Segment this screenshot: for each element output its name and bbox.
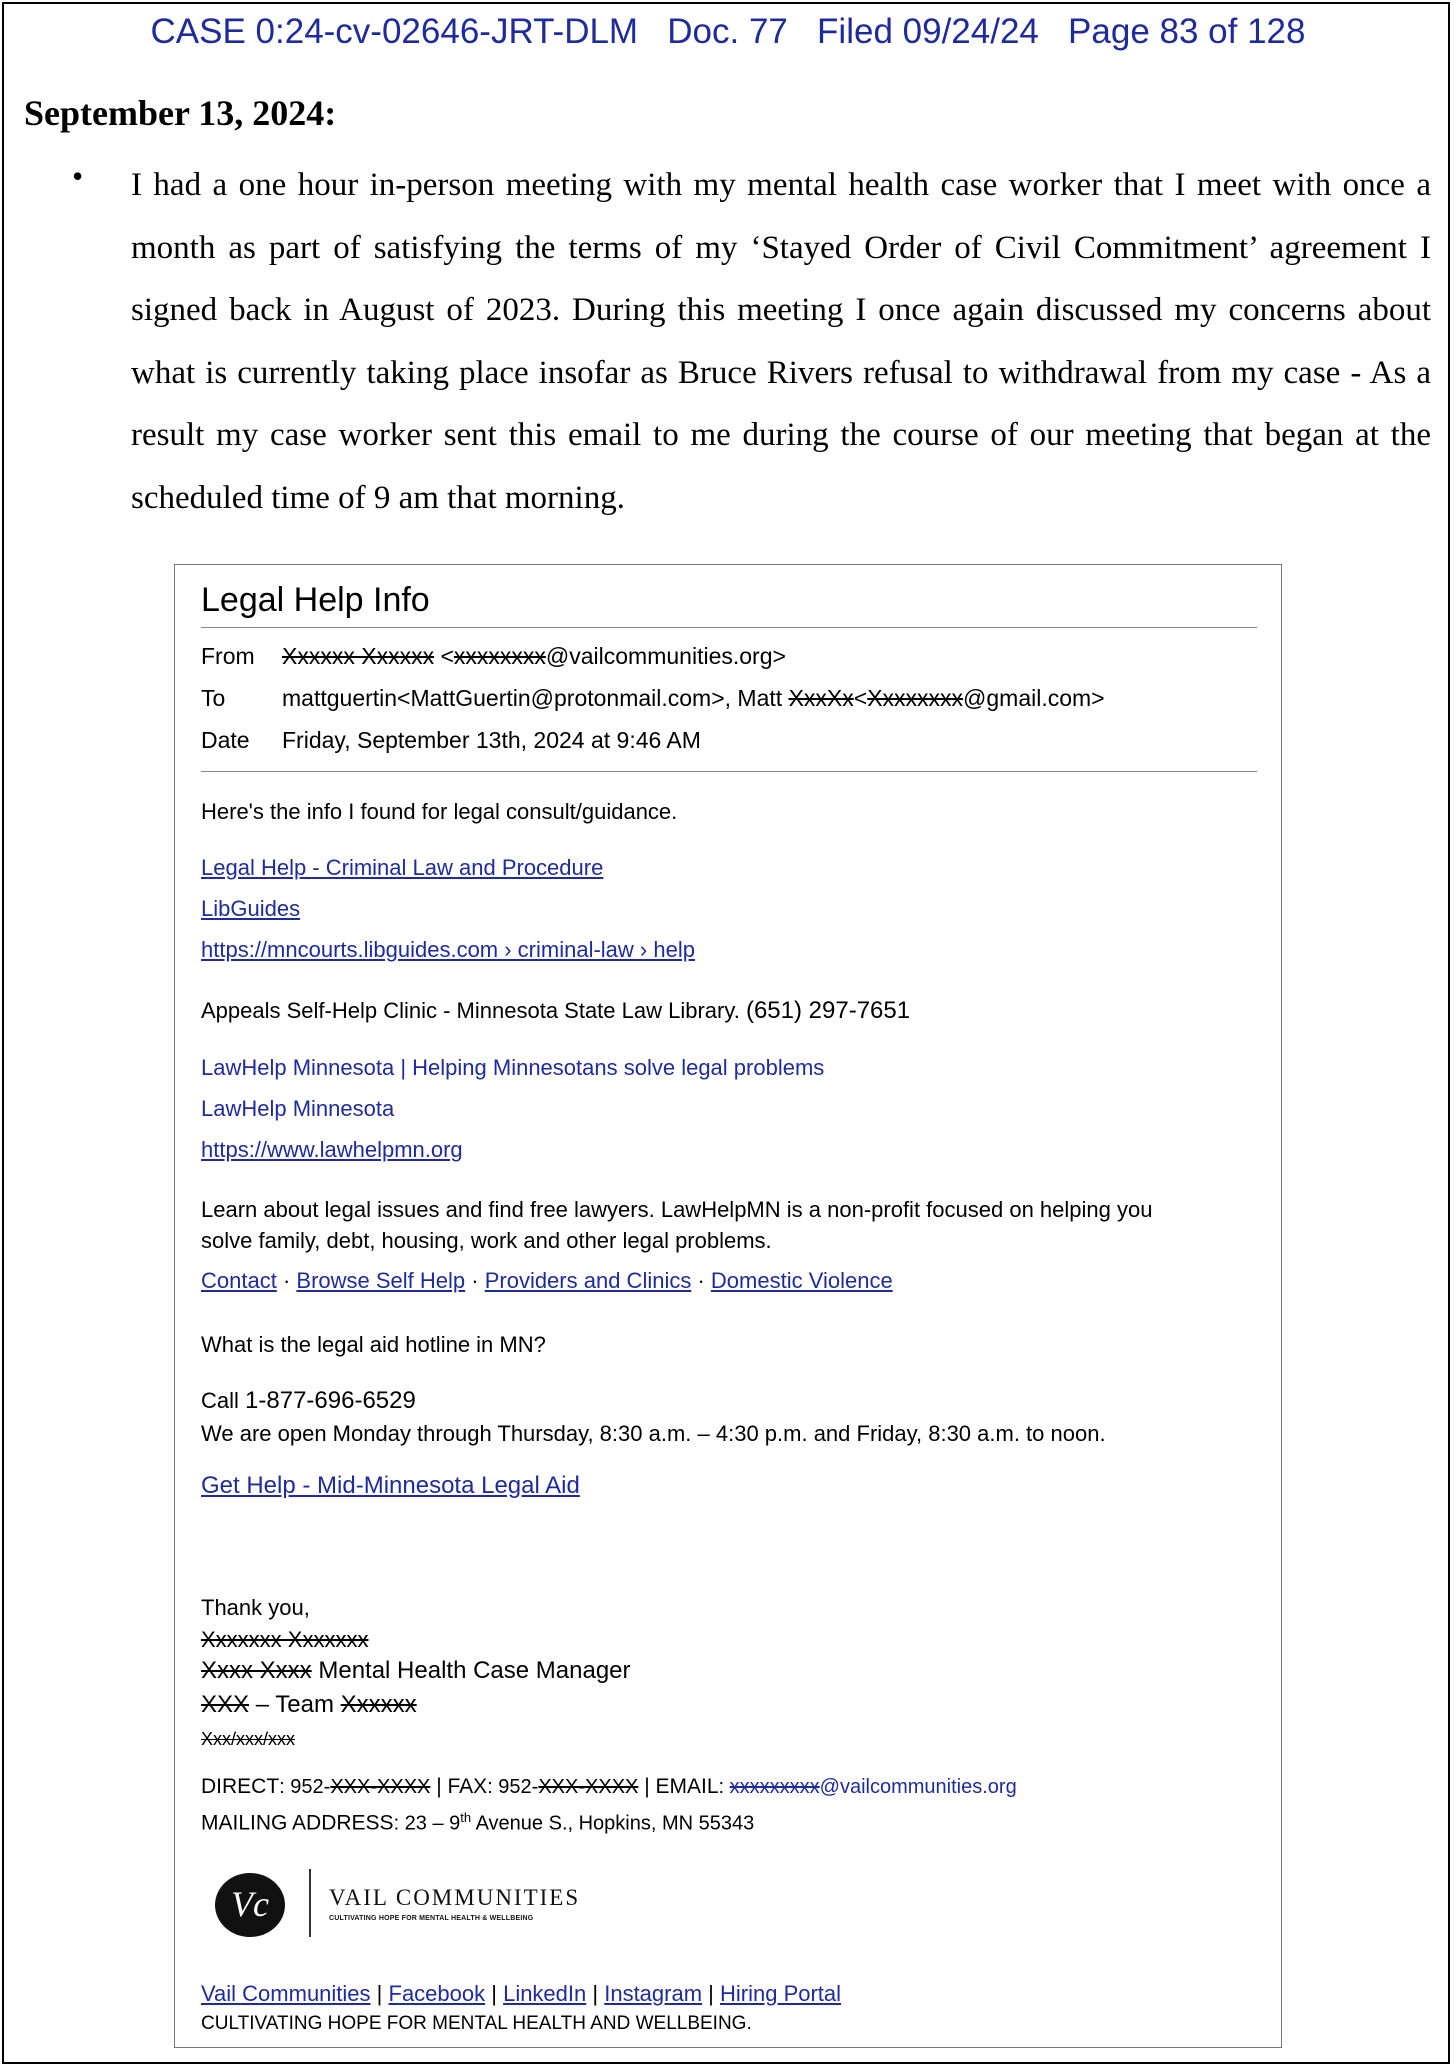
logo-tagline: CULTIVATING HOPE FOR MENTAL HEALTH & WELLBEING (329, 1915, 534, 1922)
link-providers-clinics[interactable]: Providers and Clinics (484, 1268, 692, 1293)
link-instagram[interactable]: Instagram (604, 1981, 703, 2006)
divider (201, 771, 1257, 772)
link-get-help[interactable]: Get Help - Mid-Minnesota Legal Aid (201, 1472, 580, 1499)
link-vail-communities[interactable]: Vail Communities (201, 1981, 371, 2006)
learn-line-1: Learn about legal issues and find free lawyers. LawHelpMN is a non-profit focused on helping you (201, 1197, 1153, 1222)
body-paragraph: I had a one hour in-person meeting with my mental health case worker that I meet with once a month as part of satisfying the terms of my ‘Stayed Order of Civil Commitment’ agreement I signed back in August of 2023. During this meeting I once again discussed my concerns about what is currently taking place insofar as Bruce Rivers refusal to withdrawal from my case - As a result my case worker sent this email to me during the course of our meeting that began at the scheduled time of 9 am that morning. (131, 167, 1431, 516)
hotline-question: What is the legal aid hotline in MN? (201, 1332, 546, 1357)
from-label: From (201, 643, 255, 669)
date-heading: September 13, 2024: (24, 93, 337, 133)
link-libguides-url[interactable]: https://mncourts.libguides.com › criminal-law › help (201, 937, 695, 962)
footer-links: Vail Communities | Facebook | LinkedIn | Instagram | Hiring Portal (201, 1981, 842, 2006)
to-label: To (201, 685, 226, 711)
link-hiring-portal[interactable]: Hiring Portal (720, 1981, 842, 2006)
link-legal-help[interactable]: Legal Help - Criminal Law and Procedure (201, 855, 604, 880)
sig-name: Xxxxxxx Xxxxxxx (201, 1627, 369, 1652)
link-domestic-violence[interactable]: Domestic Violence (710, 1268, 893, 1293)
intro-text: Here's the info I found for legal consult/guidance. (201, 799, 678, 824)
call-line: Call 1-877-696-6529 (201, 1387, 416, 1414)
bullet-icon: • (72, 158, 84, 194)
from-name: Xxxxxx Xxxxxx (282, 643, 435, 669)
mailing-line: MAILING ADDRESS: 23 – 9th Avenue S., Hopkins, MN 55343 (201, 1810, 755, 1835)
email-link-domain[interactable]: @vailcommunities.org (819, 1776, 1017, 1798)
thanks-text: Thank you, (201, 1595, 310, 1620)
link-lawhelp-title[interactable]: LawHelp Minnesota | Helping Minnesotans solve legal problems (201, 1055, 825, 1080)
email-link-user[interactable]: xxxxxxxxx (729, 1776, 820, 1798)
date-value: Friday, September 13th, 2024 at 9:46 AM (282, 727, 701, 753)
hours-text: We are open Monday through Thursday, 8:30 a.m. – 4:30 p.m. and Friday, 8:30 a.m. to noon. (201, 1421, 1106, 1446)
divider (201, 627, 1257, 628)
logo-name: VAIL COMMUNITIES (329, 1885, 581, 1910)
link-facebook[interactable]: Facebook (388, 1981, 486, 2006)
case-header: CASE 0:24-cv-02646-JRT-DLM Doc. 77 Filed 09/24/24 Page 83 of 128 (150, 12, 1306, 51)
logo-divider (309, 1869, 311, 1937)
link-browse-self-help[interactable]: Browse Self Help (296, 1268, 466, 1293)
call-number: 1-877-696-6529 (245, 1387, 416, 1414)
from-user: xxxxxxxx (453, 643, 546, 669)
footer-tagline: CULTIVATING HOPE FOR MENTAL HEALTH AND WELLBEING. (201, 2013, 752, 2034)
learn-line-2: solve family, debt, housing, work and other legal problems. (201, 1228, 772, 1253)
date-label: Date (201, 727, 250, 753)
link-libguides[interactable]: LibGuides (201, 896, 301, 921)
sig-credentials: Xxx/xxx/xxx (201, 1729, 296, 1749)
link-contact[interactable]: Contact (201, 1268, 277, 1293)
link-linkedin[interactable]: LinkedIn (503, 1981, 587, 2006)
sig-title: Xxxx Xxxx Mental Health Case Manager (201, 1657, 631, 1684)
contact-line: DIRECT: 952-XXX-XXXX | FAX: 952-XXX-XXXX | EMAIL: xxxxxxxxx@vailcommunities.org (201, 1775, 1017, 1798)
link-lawhelp-site[interactable]: LawHelp Minnesota (201, 1096, 395, 1121)
from-domain: @vailcommunities.org> (545, 643, 786, 669)
link-lawhelp-url[interactable]: https://www.lawhelpmn.org (201, 1137, 463, 1162)
vail-logo-icon: Vc (215, 1873, 285, 1937)
sig-team: XXX – Team Xxxxxx (201, 1691, 417, 1718)
appeals-line: Appeals Self-Help Clinic - Minnesota State Law Library. (651) 297-7651 (201, 997, 911, 1024)
email-screenshot: Legal Help Info From Xxxxxx Xxxxxx <xxxxxxxx@vailcommunities.org> To mattguertin<MattGuertin@protonmail.com>, Matt XxxXx<Xxxxxxxx@gmail.com> Date Friday, September 13th, 2024 at 9:46 AM Here's the info I found for legal consult/guidance. Legal Help - Criminal Law and Procedure LibGuides https://mncourts.libguides.com › criminal-law › help Appeals Self-Help Clinic - Minnesota State Law Library. (651) 297-7651 LawHelp Minnesota | Helping Minnesotans solve legal problems LawHelp Minnesota https://www.lawhelpmn.org Learn about legal issues and find free lawyers. LawHelpMN is a non-profit focused on helping you solve family, debt, housing, work and other legal problems. Contact · Browse Self Help · Providers and Clinics · Domestic Violence What is the legal aid hotline in MN? Call 1-877-696-6529 We are open Monday through Thursday, 8:30 a.m. – 4:30 p.m. and Friday, 8:30 a.m. to noon. Get Help - Mid-Minnesota Legal Aid Thank you, Xxxxxxx Xxxxxxx Xxxx Xxxx Mental Health Case Manager XXX – Team Xxxxxx Xxx/xxx/xxx DIRECT: 952-XXX-XXXX | FAX: 952-XXX-XXXX | EMAIL: xxxxxxxxx@vailcommunities.org MAILING ADDRESS: 23 – 9th Avenue S., Hopkins, MN 55343 Vc VAIL COMMUNITIES CULTIVATING HOPE FOR MENTAL HEALTH & WELLBEING Vail Communities | Facebook | LinkedIn | Instagram | Hiring Portal CULTIVATING HOPE FOR MENTAL HEALTH AND WELLBEING. (174, 564, 1282, 2048)
appeals-phone: (651) 297-7651 (745, 997, 911, 1024)
sublinks-row: Contact · Browse Self Help · Providers and Clinics · Domestic Violence (201, 1268, 893, 1293)
email-subject: Legal Help Info (201, 581, 430, 619)
